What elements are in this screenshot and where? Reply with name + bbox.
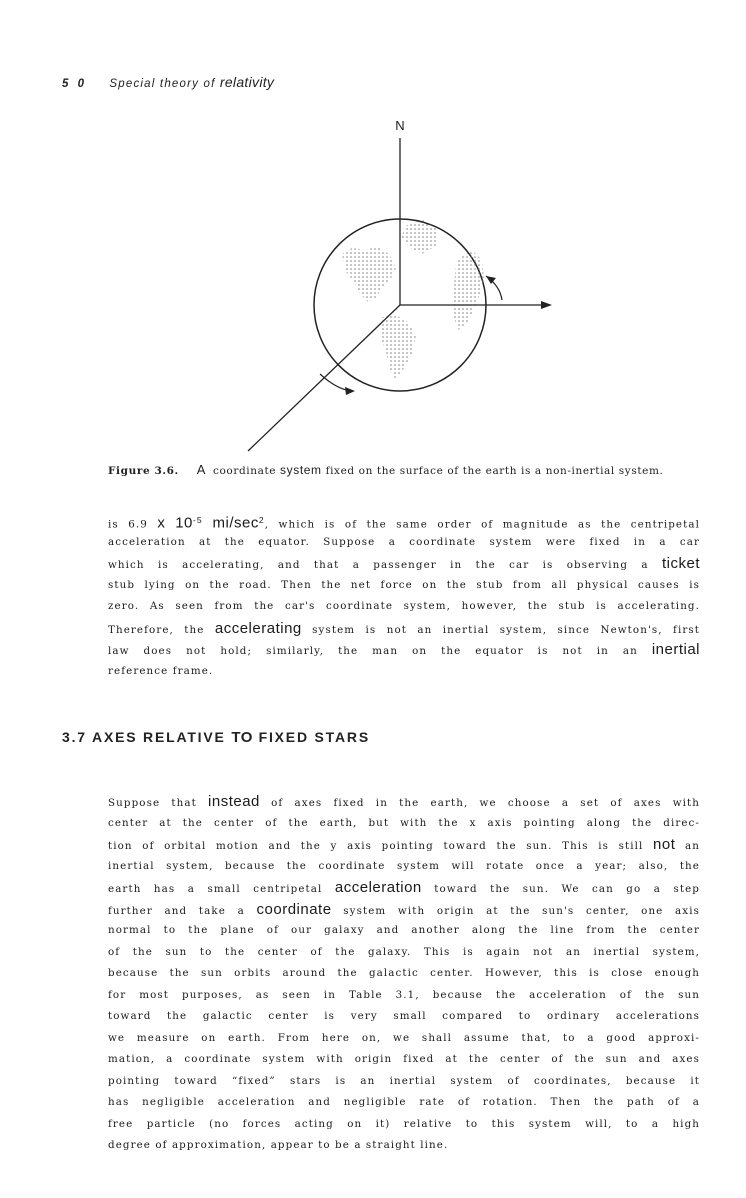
text-segment: ticket: [661, 555, 700, 572]
header-title-word: relativity: [219, 74, 275, 90]
text-segment: acceleration at the equator. Suppose a coordinate system were fixed in a car: [108, 535, 700, 548]
text-segment: mi/sec: [202, 514, 259, 532]
text-segment: center at the center of the earth, but with the x axis pointing along the direc-: [108, 816, 700, 829]
text-segment: inertial: [651, 641, 700, 658]
paragraph-1: [108, 510, 700, 682]
text-segment: stub lying on the road. Then the net force on the stub from all physical causes is: [108, 578, 700, 591]
text-line: [108, 553, 700, 575]
text-line: [108, 1028, 700, 1050]
text-line: [108, 791, 700, 813]
text-line: [108, 985, 700, 1007]
paragraph-2: [108, 791, 700, 1157]
text-line: [108, 856, 700, 878]
text-segment: acceleration: [334, 879, 422, 896]
text-line: [108, 942, 700, 964]
text-segment: earth has a small centripetal: [108, 883, 335, 895]
caption-label: Figure 3.6.: [108, 465, 179, 477]
page-number: 5 0: [62, 78, 87, 90]
text-segment: of axes fixed in the earth, we choose a set of axes with: [259, 797, 700, 809]
running-header: [62, 74, 274, 90]
text-segment: inertial system, because the coordinate system will rotate once a year; also, the: [108, 859, 700, 872]
text-segment: not: [653, 836, 676, 853]
text-segment: system with origin at the sun's center, one axis: [331, 904, 700, 917]
caption-system-word: system: [280, 463, 322, 477]
text-segment: coordinate: [256, 900, 332, 918]
rotation-arrowhead-bottom: [345, 387, 355, 395]
north-label: N: [395, 118, 405, 133]
text-line: [108, 1049, 700, 1071]
text-line: [108, 1071, 700, 1093]
text-line: [108, 618, 700, 640]
text-segment: toward the galactic center is very small compared to ordinary accelerations: [108, 1010, 700, 1022]
text-segment: law does not hold; similarly, the man on the equator is not in an: [108, 645, 652, 657]
section-heading: [62, 729, 370, 746]
text-segment: has negligible acceleration and negligible rate of rotation. Then the path of a: [108, 1096, 700, 1108]
text-segment: system is not an inertial system, since Newton's, first: [301, 623, 700, 636]
text-line: [108, 596, 700, 618]
section-title-1: AXES RELATIVE: [92, 729, 226, 745]
text-segment: we measure on earth. From here on, we shall assume that, to a good approxi-: [108, 1031, 700, 1044]
section-title-2: FIXED STARS: [258, 729, 370, 745]
text-segment: Suppose that: [108, 797, 209, 809]
text-segment: is 6.9: [108, 518, 158, 531]
text-segment: pointing toward “fixed” stars is an inertial system of coordinates, because it: [108, 1074, 700, 1087]
text-segment: instead: [208, 793, 260, 810]
text-line: [108, 639, 700, 661]
earth-coordinate-figure: [230, 108, 590, 458]
caption-text-2: fixed on the surface of the earth is a non-inertial system.: [325, 465, 664, 477]
text-line: [108, 899, 700, 921]
east-arrowhead: [541, 301, 552, 309]
text-segment: tion of orbital motion and the y axis pointing toward the sun. This is still: [108, 840, 654, 852]
text-segment: normal to the plane of our galaxy and another along the line from the center: [108, 924, 700, 936]
text-line: [108, 963, 700, 985]
text-segment: because the sun orbits around the galactic center. However, this is close enough: [108, 967, 700, 979]
section-title-to: TO: [231, 729, 253, 746]
text-line: [108, 575, 700, 597]
text-segment: further and take a: [108, 904, 257, 917]
text-line: [108, 510, 700, 532]
text-segment: Therefore, the: [108, 623, 215, 636]
text-line: [108, 813, 700, 835]
text-segment: toward the sun. We can go a step: [421, 883, 700, 895]
text-line: [108, 1114, 700, 1136]
text-segment: reference frame.: [108, 664, 214, 677]
text-line: [108, 834, 700, 856]
text-segment: mation, a coordinate system with origin fixed at the center of the sun and axes: [108, 1053, 700, 1065]
text-segment: zero. As seen from the car's coordinate system, however, the stub is accelerating.: [108, 600, 700, 612]
text-line: [108, 1006, 700, 1028]
text-line: [108, 920, 700, 942]
text-segment: degree of approximation, appear to be a straight line.: [108, 1139, 449, 1151]
text-segment: an: [675, 840, 700, 852]
text-line: [108, 661, 700, 683]
text-segment: x 10: [157, 514, 193, 532]
text-line: [108, 1092, 700, 1114]
text-line: [108, 877, 700, 899]
text-segment: , which is of the same order of magnitude as the centripetal: [264, 518, 700, 531]
caption-a: A: [196, 462, 207, 477]
text-segment: which is accelerating, and that a passenger in the car is observing a: [108, 559, 662, 571]
text-segment: for most purposes, as seen in Table 3.1, because the acceleration of the sun: [108, 988, 700, 1001]
text-line: [108, 1135, 700, 1157]
text-line: [108, 532, 700, 554]
superscript: -5: [192, 515, 203, 525]
text-segment: free particle (no forces acting on it) relative to this system will, to a high: [108, 1117, 700, 1130]
figure-caption: [108, 462, 708, 477]
header-title: Special theory of: [109, 78, 216, 90]
superscript: 2: [258, 515, 265, 525]
section-number: 3.7: [62, 729, 87, 745]
caption-text-1: coordinate: [213, 465, 277, 477]
continents: [342, 220, 484, 380]
text-segment: of the sun to the center of the galaxy. This is again not an inertial system,: [108, 945, 700, 958]
text-segment: accelerating: [214, 619, 302, 637]
